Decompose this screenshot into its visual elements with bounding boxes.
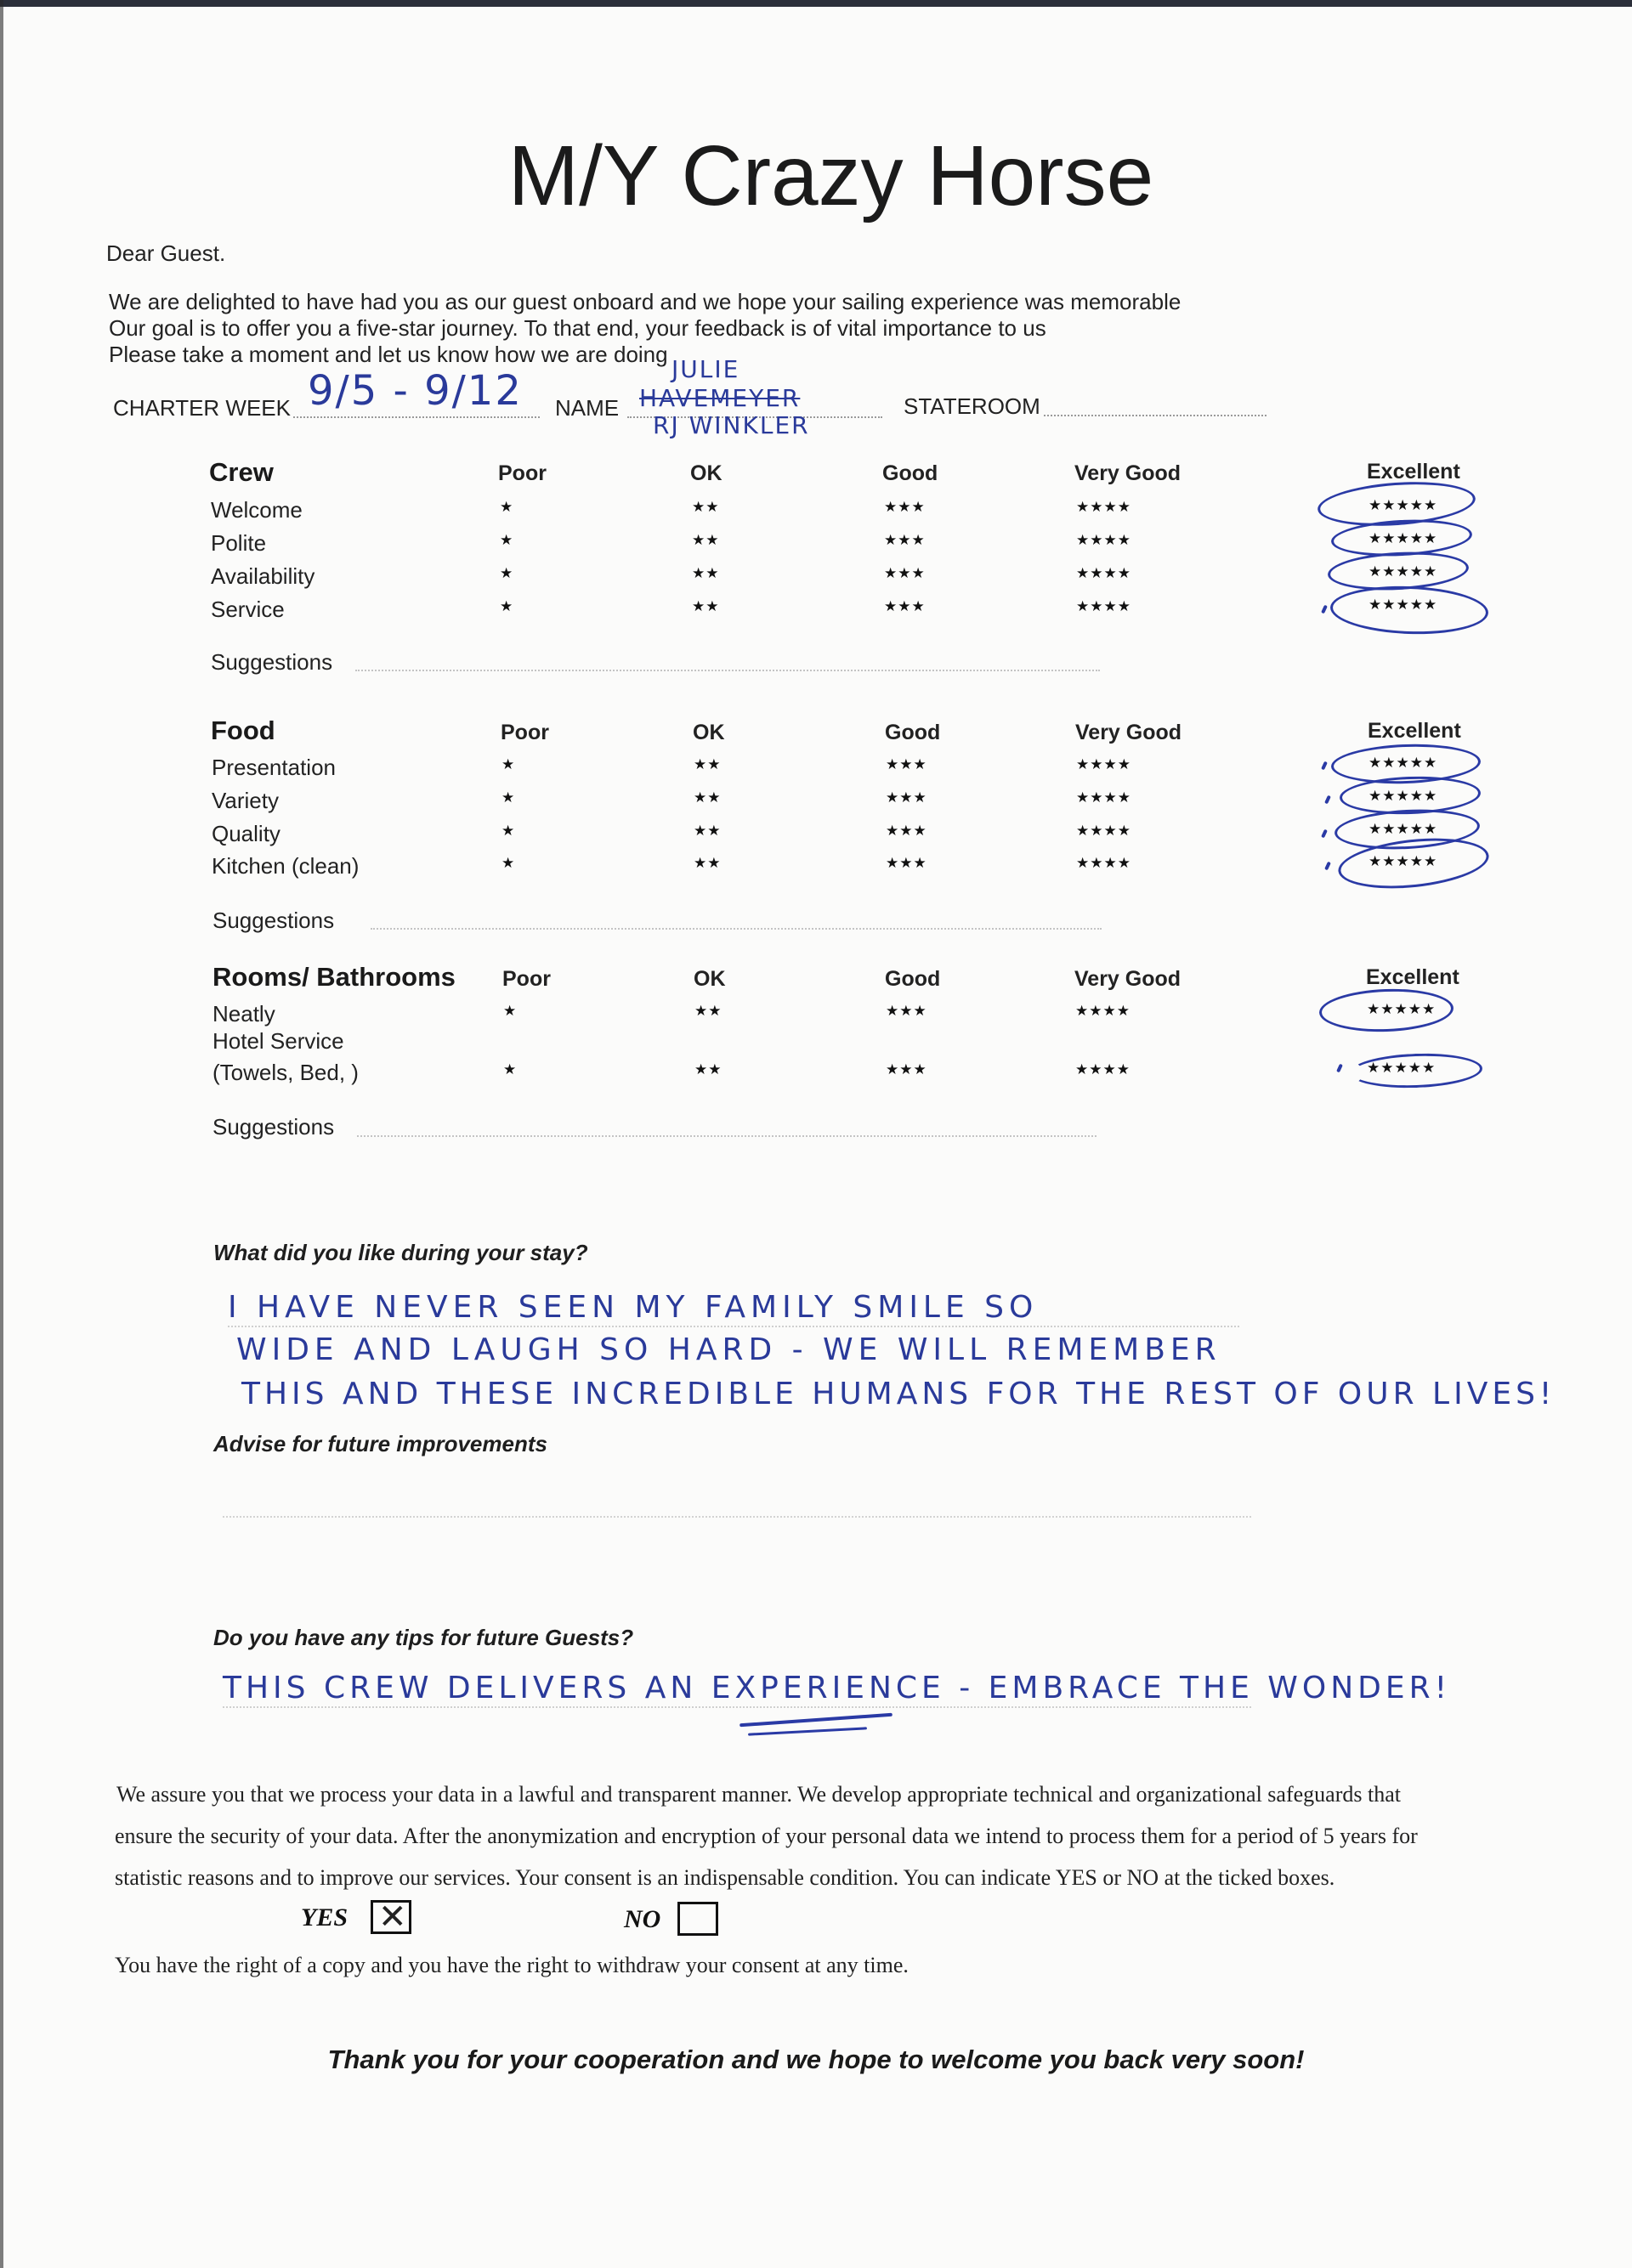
row-label: Neatly [212, 1001, 275, 1027]
rating-excellent[interactable]: ★★★★★ [1367, 1060, 1436, 1076]
answer-tips[interactable]: THIS CREW DELIVERS AN EXPERIENCE - EMBRACE THE WONDER! [223, 1671, 1452, 1705]
pen-mark [1324, 862, 1331, 871]
rating-excellent[interactable]: ★★★★★ [1367, 1001, 1436, 1017]
rating-good[interactable]: ★★★ [886, 855, 927, 871]
rating-very-good[interactable]: ★★★★ [1075, 1061, 1130, 1077]
stateroom-line [1044, 415, 1266, 416]
suggestions-line[interactable] [357, 1135, 1096, 1137]
rating-good[interactable]: ★★★ [886, 1003, 927, 1019]
rating-good[interactable]: ★★★ [884, 532, 926, 548]
col-excellent: Excellent [1366, 965, 1459, 989]
rating-excellent[interactable]: ★★★★★ [1368, 497, 1438, 513]
selection-circle [1329, 584, 1489, 636]
row-label: (Towels, Bed, ) [212, 1060, 359, 1085]
rating-good[interactable]: ★★★ [886, 789, 927, 806]
col-excellent: Excellent [1367, 460, 1460, 484]
answer-line [223, 1706, 1251, 1708]
col-poor: Poor [498, 461, 547, 485]
rating-very-good[interactable]: ★★★★ [1076, 756, 1131, 772]
yes-checkbox[interactable] [371, 1898, 411, 1937]
rating-very-good[interactable]: ★★★★ [1076, 789, 1131, 806]
rating-poor[interactable]: ★ [502, 823, 516, 839]
selection-circle [1349, 1051, 1482, 1089]
selection-circle [1318, 987, 1454, 1033]
rating-poor[interactable]: ★ [503, 1003, 518, 1019]
rating-poor[interactable]: ★ [500, 499, 514, 515]
checkbox-x-mark: ✕ [378, 1898, 409, 1937]
closing-message: Thank you for your cooperation and we hope to welcome you back very soon! [327, 2045, 1305, 2074]
row-label: Welcome [211, 497, 303, 523]
consent-text-line-3: statistic reasons and to improve our services. Your consent is an indispensable condition. You can indicate YES or NO at the ticked boxes. [115, 1865, 1335, 1890]
row-label: Polite [211, 530, 267, 556]
question-improvements: Advise for future improvements [213, 1431, 547, 1456]
rating-very-good[interactable]: ★★★★ [1076, 855, 1131, 871]
greeting: Dear Guest. [106, 240, 226, 266]
pen-underline [748, 1727, 867, 1735]
col-ok: OK [693, 721, 725, 744]
rating-ok[interactable]: ★★ [692, 499, 720, 515]
consent-rights: You have the right of a copy and you have the right to withdraw your consent at any time. [115, 1953, 909, 1977]
pen-underline [740, 1713, 892, 1728]
rating-good[interactable]: ★★★ [886, 1061, 927, 1077]
section-title-food: Food [211, 715, 275, 745]
no-checkbox[interactable] [677, 1902, 718, 1936]
suggestions-label: Suggestions [211, 649, 333, 675]
suggestions-label: Suggestions [212, 1114, 335, 1140]
col-good: Good [885, 967, 941, 991]
rating-poor[interactable]: ★ [502, 756, 516, 772]
pen-mark [1321, 605, 1328, 614]
name-label: NAME [555, 395, 620, 421]
name-value-line-2[interactable]: HAVEMEYER [639, 384, 801, 412]
col-poor: Poor [501, 721, 549, 744]
rating-ok[interactable]: ★★ [694, 1003, 722, 1019]
rating-very-good[interactable]: ★★★★ [1075, 1003, 1130, 1019]
answer-liked-line-1[interactable]: I HAVE NEVER SEEN MY FAMILY SMILE SO [228, 1290, 1039, 1325]
pen-mark [1321, 829, 1328, 839]
charter-week-label: CHARTER WEEK [113, 395, 291, 421]
rating-ok[interactable]: ★★ [694, 823, 722, 839]
intro-line-2: Our goal is to offer you a five-star journey. To that end, your feedback is of vital importance to us [109, 315, 1046, 341]
rating-excellent[interactable]: ★★★★★ [1368, 853, 1438, 869]
question-tips: Do you have any tips for future Guests? [213, 1625, 634, 1650]
suggestions-line[interactable] [371, 928, 1102, 930]
rating-good[interactable]: ★★★ [884, 598, 926, 614]
col-excellent: Excellent [1368, 719, 1461, 743]
rating-ok[interactable]: ★★ [694, 789, 722, 806]
rating-very-good[interactable]: ★★★★ [1076, 499, 1131, 515]
rating-good[interactable]: ★★★ [884, 499, 926, 515]
question-liked: What did you like during your stay? [213, 1240, 588, 1265]
rating-very-good[interactable]: ★★★★ [1076, 823, 1131, 839]
charter-week-value[interactable]: 9/5 - 9/12 [308, 367, 523, 415]
form-title: M/Y Crazy Horse [507, 128, 1154, 223]
row-label: Hotel Service [212, 1028, 344, 1054]
rating-ok[interactable]: ★★ [692, 532, 720, 548]
pen-mark [1321, 761, 1328, 771]
col-ok: OK [690, 461, 722, 485]
pen-mark [1336, 1064, 1343, 1073]
rating-poor[interactable]: ★ [500, 565, 514, 581]
row-label: Availability [211, 563, 315, 589]
rating-poor[interactable]: ★ [503, 1061, 518, 1077]
name-value-line-3[interactable]: RJ WINKLER [653, 411, 810, 439]
rating-excellent[interactable]: ★★★★★ [1368, 821, 1438, 837]
rating-ok[interactable]: ★★ [692, 598, 720, 614]
rating-poor[interactable]: ★ [500, 598, 514, 614]
rating-excellent[interactable]: ★★★★★ [1368, 563, 1438, 580]
answer-line [228, 1326, 1239, 1327]
rating-ok[interactable]: ★★ [694, 855, 722, 871]
col-ok: OK [694, 967, 726, 991]
rating-good[interactable]: ★★★ [886, 756, 927, 772]
row-label: Presentation [212, 755, 336, 780]
section-title-rooms: Rooms/ Bathrooms [212, 962, 456, 992]
row-label: Service [211, 597, 285, 622]
rating-poor[interactable]: ★ [502, 789, 516, 806]
suggestions-line[interactable] [355, 670, 1100, 671]
scan-left-edge [0, 0, 3, 2268]
col-good: Good [885, 721, 941, 744]
consent-text-line-1: We assure you that we process your data in a lawful and transparent manner. We develop appropriate technical and organizational safeguards that [116, 1782, 1401, 1807]
rating-poor[interactable]: ★ [502, 855, 516, 871]
rating-excellent[interactable]: ★★★★★ [1368, 788, 1438, 804]
row-label: Kitchen (clean) [212, 853, 360, 879]
col-very-good: Very Good [1074, 967, 1182, 991]
col-very-good: Very Good [1075, 721, 1182, 744]
rating-good[interactable]: ★★★ [884, 565, 926, 581]
intro-line-1: We are delighted to have had you as our guest onboard and we hope your sailing experience was memorable [109, 289, 1182, 314]
stateroom-label: STATEROOM [904, 393, 1040, 419]
answer-liked-line-2[interactable]: WIDE AND LAUGH SO HARD - WE WILL REMEMBER [236, 1332, 1221, 1367]
answer-liked-line-3[interactable]: THIS AND THESE INCREDIBLE HUMANS FOR THE REST OF OUR LIVES! [241, 1377, 1556, 1411]
name-value-line-1[interactable]: JULIE [672, 355, 740, 383]
col-poor: Poor [502, 967, 551, 991]
row-label: Quality [212, 821, 280, 846]
intro-line-3: Please take a moment and let us know how we are doing [109, 342, 668, 367]
rating-good[interactable]: ★★★ [886, 823, 927, 839]
rating-excellent[interactable]: ★★★★★ [1368, 530, 1438, 546]
section-title-crew: Crew [209, 457, 274, 487]
rating-excellent[interactable]: ★★★★★ [1368, 755, 1438, 771]
scan-top-edge [0, 0, 1632, 7]
rating-very-good[interactable]: ★★★★ [1076, 565, 1131, 581]
rating-poor[interactable]: ★ [500, 532, 514, 548]
col-good: Good [882, 461, 938, 485]
no-label: NO [624, 1905, 661, 1933]
rating-excellent[interactable]: ★★★★★ [1368, 597, 1438, 613]
row-label: Variety [212, 788, 279, 813]
rating-ok[interactable]: ★★ [694, 756, 722, 772]
yes-label: YES [301, 1903, 348, 1931]
pen-mark [1324, 795, 1331, 805]
col-very-good: Very Good [1074, 461, 1182, 485]
rating-ok[interactable]: ★★ [692, 565, 720, 581]
rating-ok[interactable]: ★★ [694, 1061, 722, 1077]
consent-text-line-2: ensure the security of your data. After the anonymization and encryption of your personal data we intend to process them for a period of 5 years for [115, 1824, 1418, 1848]
rating-very-good[interactable]: ★★★★ [1076, 532, 1131, 548]
answer-line-improvements[interactable] [223, 1516, 1251, 1518]
rating-very-good[interactable]: ★★★★ [1076, 598, 1131, 614]
charter-week-line [293, 416, 540, 418]
suggestions-label: Suggestions [212, 908, 335, 933]
